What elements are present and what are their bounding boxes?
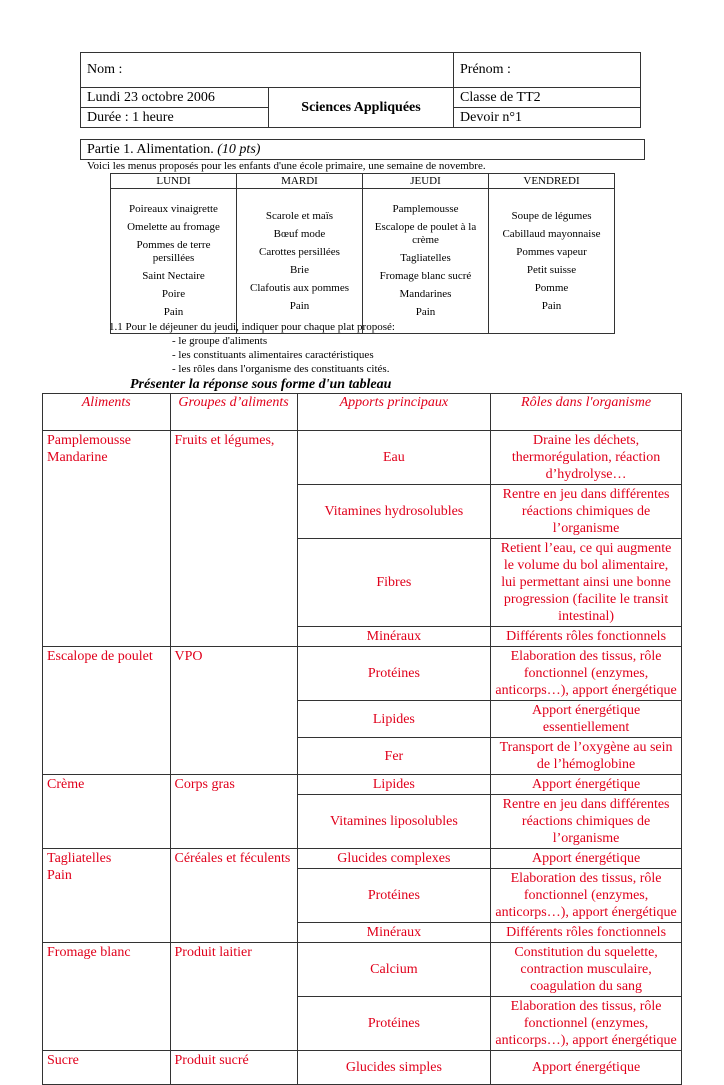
answer-row — [43, 1051, 682, 1085]
answer-group: Corps gras — [170, 775, 297, 849]
answer-apport: Lipides — [297, 775, 491, 795]
menu-dish: Saint Nectaire — [142, 270, 205, 282]
subject-cell: Sciences Appliquées — [269, 88, 454, 128]
menu-dish: Poireaux vinaigrette — [129, 203, 218, 215]
answer-row — [43, 849, 682, 869]
answer-group: VPO — [170, 647, 297, 775]
question-item: - le groupe d'aliments — [172, 335, 268, 347]
answer-group: Fruits et légumes, — [170, 431, 297, 647]
answer-apport: Minéraux — [297, 923, 491, 943]
menu-dish: Fromage blanc sucré — [379, 270, 472, 282]
answer-role: Constitution du squelette, contraction musculaire, coagulation du sang — [491, 943, 682, 997]
answer-role: Elaboration des tissus, rôle fonctionnel (enzymes, anticorps…), apport énergétique — [491, 647, 682, 701]
instruction-text: Présenter la réponse sous forme d'un tableau — [130, 377, 392, 392]
menu-dish: Bœuf mode — [273, 227, 326, 240]
answer-header-roles: Rôles dans l'organisme — [491, 394, 682, 431]
answer-apport: Protéines — [297, 997, 491, 1051]
answer-header-aliments: Aliments — [43, 394, 171, 431]
nom-field — [81, 53, 454, 88]
menu-dish: Pain — [163, 306, 184, 318]
answer-apport: Fibres — [297, 539, 491, 627]
answer-body — [43, 431, 682, 1085]
answer-food: Tagliatelles Pain — [43, 849, 171, 943]
menu-dish: Pain — [289, 299, 310, 312]
answer-role: Draine les déchets, thermorégulation, réaction d’hydrolyse… — [491, 431, 682, 485]
answer-food: Sucre — [43, 1051, 171, 1085]
answer-header-groupes: Groupes d’aliments — [170, 394, 297, 431]
menu-dish: Pamplemousse — [392, 203, 459, 215]
answer-role: Différents rôles fonctionnels — [491, 923, 682, 943]
answer-apport: Eau — [297, 431, 491, 485]
answer-role: Retient l’eau, ce qui augmente le volume du bol alimentaire, lui permettant ainsi une bonne progression (facilite le transit intestinal) — [491, 539, 682, 627]
answer-role: Apport énergétique essentiellement — [491, 701, 682, 738]
question-text: 1.1 Pour le déjeuner du jeudi, indiquer pour chaque plat proposé: — [109, 321, 395, 333]
menu-dish: Pomme — [534, 281, 569, 294]
answer-apport: Glucides simples — [297, 1051, 491, 1085]
menu-day-header: LUNDI — [111, 174, 237, 189]
date-cell: Lundi 23 octobre 2006 — [81, 88, 269, 108]
answer-role: Apport énergétique — [491, 849, 682, 869]
menu-dish: Brie — [290, 263, 309, 276]
menu-dish: Pain — [415, 306, 436, 318]
duree-cell: Durée : 1 heure — [81, 108, 269, 128]
answer-row — [43, 943, 682, 997]
classe-cell: Classe de TT2 — [454, 88, 641, 108]
answer-apport: Lipides — [297, 701, 491, 738]
menu-dish: Petit suisse — [526, 263, 577, 276]
menu-dish: Soupe de légumes — [511, 209, 592, 222]
question-item: - les rôles dans l'organisme des constituants cités. — [172, 363, 390, 375]
answer-row — [43, 431, 682, 485]
answer-header-apports: Apports principaux — [297, 394, 491, 431]
answer-role: Elaboration des tissus, rôle fonctionnel (enzymes, anticorps…), apport énergétique — [491, 997, 682, 1051]
menu-dish: Omelette au fromage — [127, 221, 220, 233]
menu-dish: Pommes de terre persillées — [136, 239, 211, 264]
menu-dish: Pommes vapeur — [516, 245, 587, 258]
menu-day-header: JEUDI — [363, 174, 489, 189]
part-points: (10 pts) — [217, 142, 261, 157]
answer-apport: Protéines — [297, 647, 491, 701]
menu-dish: Poire — [161, 288, 186, 300]
answer-role: Transport de l’oxygène au sein de l’hémoglobine — [491, 738, 682, 775]
menu-dish: Escalope de poulet à la crème — [374, 221, 477, 246]
answer-apport: Protéines — [297, 869, 491, 923]
menu-dish: Cabillaud mayonnaise — [502, 227, 601, 240]
part-title: Partie 1. Alimentation. — [87, 142, 214, 157]
question-item: - les constituants alimentaires caractéristiques — [172, 349, 374, 361]
answer-apport: Calcium — [297, 943, 491, 997]
answer-group: Produit laitier — [170, 943, 297, 1051]
answer-role: Différents rôles fonctionnels — [491, 627, 682, 647]
answer-role: Apport énergétique — [491, 775, 682, 795]
menu-lundi — [111, 189, 237, 334]
devoir-cell: Devoir n°1 — [454, 108, 641, 128]
part-title-box — [80, 139, 645, 160]
intro-text: Voici les menus proposés pour les enfants d'une école primaire, une semaine de novembre. — [87, 160, 486, 172]
answer-food: Escalope de poulet — [43, 647, 171, 775]
answer-group: Produit sucré — [170, 1051, 297, 1085]
menu-table — [110, 173, 615, 334]
answer-food: Fromage blanc — [43, 943, 171, 1051]
answer-apport: Fer — [297, 738, 491, 775]
answer-role: Elaboration des tissus, rôle fonctionnel (enzymes, anticorps…), apport énergétique — [491, 869, 682, 923]
prenom-label: Prénom : — [460, 62, 511, 77]
answer-group: Céréales et féculents — [170, 849, 297, 943]
nom-label: Nom : — [87, 62, 123, 77]
answer-row — [43, 647, 682, 701]
answer-role: Rentre en jeu dans différentes réactions chimiques de l’organisme — [491, 795, 682, 849]
answer-row — [43, 775, 682, 795]
answer-apport: Minéraux — [297, 627, 491, 647]
menu-dish: Pain — [541, 299, 562, 312]
menu-dish: Scarole et maïs — [265, 209, 334, 222]
menu-day-header: VENDREDI — [489, 174, 615, 189]
answer-role: Rentre en jeu dans différentes réactions chimiques de l’organisme — [491, 485, 682, 539]
answer-apport: Vitamines hydrosolubles — [297, 485, 491, 539]
answer-role: Apport énergétique — [491, 1051, 682, 1085]
answer-apport: Vitamines liposolubles — [297, 795, 491, 849]
menu-vendredi — [489, 189, 615, 334]
header-table — [80, 52, 641, 128]
menu-dish: Carottes persillées — [259, 245, 340, 258]
answer-food: Crème — [43, 775, 171, 849]
menu-day-header: MARDI — [237, 174, 363, 189]
menu-mardi — [237, 189, 363, 334]
menu-dish: Tagliatelles — [400, 252, 451, 264]
answer-table — [42, 393, 682, 1085]
answer-apport: Glucides complexes — [297, 849, 491, 869]
prenom-field — [454, 53, 641, 88]
menu-dish: Clafoutis aux pommes — [250, 281, 349, 294]
answer-food: Pamplemousse Mandarine — [43, 431, 171, 647]
menu-dish: Mandarines — [399, 288, 452, 300]
menu-jeudi — [363, 189, 489, 334]
